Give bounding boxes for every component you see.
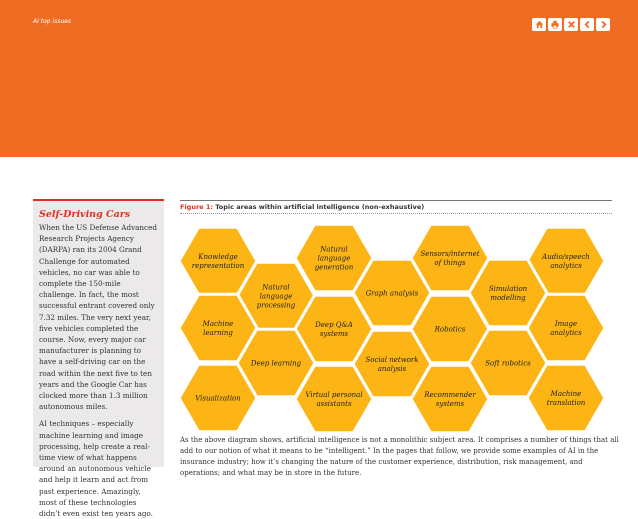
close-button[interactable] xyxy=(564,18,578,31)
hexagon-label: Machine translation xyxy=(546,390,586,407)
figure-title: Topic areas within artificial intelligence (non-exhaustive) xyxy=(215,203,425,211)
hexagon-label: Machine learning xyxy=(202,320,234,337)
body-paragraph: As the above diagram shows, artificial intelligence is not a monolithic subject area. It comprises a number of things that all add to our notion of what it means to be “intelligent.” In the pages that follow, we provide some examples of AI in the insurance industry; how it’s changing the nature of the customer experience, distribution, risk management, and operations; and what may be in store in the future. xyxy=(180,436,619,477)
home-button[interactable] xyxy=(532,18,546,31)
previous-button[interactable] xyxy=(580,18,594,31)
sidebar-paragraph: AI techniques – especially machine learning and image processing, help create a real-time view of what happens around an autonomous vehicle and help it learn and act from past experience. Amazingly, most of these technologies didn’t even exist ten years ago. xyxy=(39,419,153,519)
hexagon-label: Sensors/internet of things xyxy=(420,250,480,267)
figure-number: Figure 1: xyxy=(180,203,213,211)
close-icon xyxy=(567,20,576,29)
hexagon-label: Deep Q&A systems xyxy=(315,321,353,338)
hexagon-label: Knowledge representation xyxy=(191,253,245,270)
hexagon-label: Soft robotics xyxy=(485,359,531,368)
hexagon-label: Simulation modelling xyxy=(488,285,528,302)
caption-divider xyxy=(180,213,612,214)
sidebar-box xyxy=(33,199,164,519)
hexagon-label: Robotics xyxy=(434,325,466,334)
next-button[interactable] xyxy=(596,18,610,31)
sidebar-paragraph: When the US Defense Advanced Research Projects Agency (DARPA) ran its 2004 Grand Challenge for automated vehicles, no car was able to complete the 150-mile challenge. In fact, the most successful entrant covered only 7.32 miles. The very next year, five vehicles completed the course. Now, every major car manufacturer is planning to have a self-driving car on the road within the next five to ten years and the Google Car has clocked more than 1.3 million autonomous miles. xyxy=(39,223,157,412)
hexagon-label: Deep learning xyxy=(250,359,302,368)
hexagon-label: Visualization xyxy=(195,394,241,403)
ai-topics-hexagon-diagram xyxy=(178,216,618,434)
hexagon-label: Image analytics xyxy=(550,320,582,337)
header-banner xyxy=(0,0,638,157)
nav-toolbar xyxy=(532,18,610,31)
hexagon-label: Virtual personal assistants xyxy=(305,391,363,408)
hexagon-label: Natural language generation xyxy=(314,245,354,272)
sidebar-title: Self-Driving Cars xyxy=(39,209,131,220)
figure-caption xyxy=(180,203,424,211)
hexagon-label: Audio/speech analytics xyxy=(542,253,590,270)
hexagon-label: Recommender systems xyxy=(424,391,476,408)
hexagon-label: Social network analysis xyxy=(365,356,419,373)
caption-rule xyxy=(180,200,612,201)
print-icon xyxy=(550,20,560,29)
section-label: AI top issues xyxy=(33,18,72,25)
hexagon-label: Graph analysis xyxy=(365,289,419,298)
hexagon-label: Natural language processing xyxy=(256,283,296,310)
home-icon xyxy=(535,20,544,29)
previous-icon xyxy=(583,20,592,29)
print-button[interactable] xyxy=(548,18,562,31)
next-icon xyxy=(599,20,608,29)
